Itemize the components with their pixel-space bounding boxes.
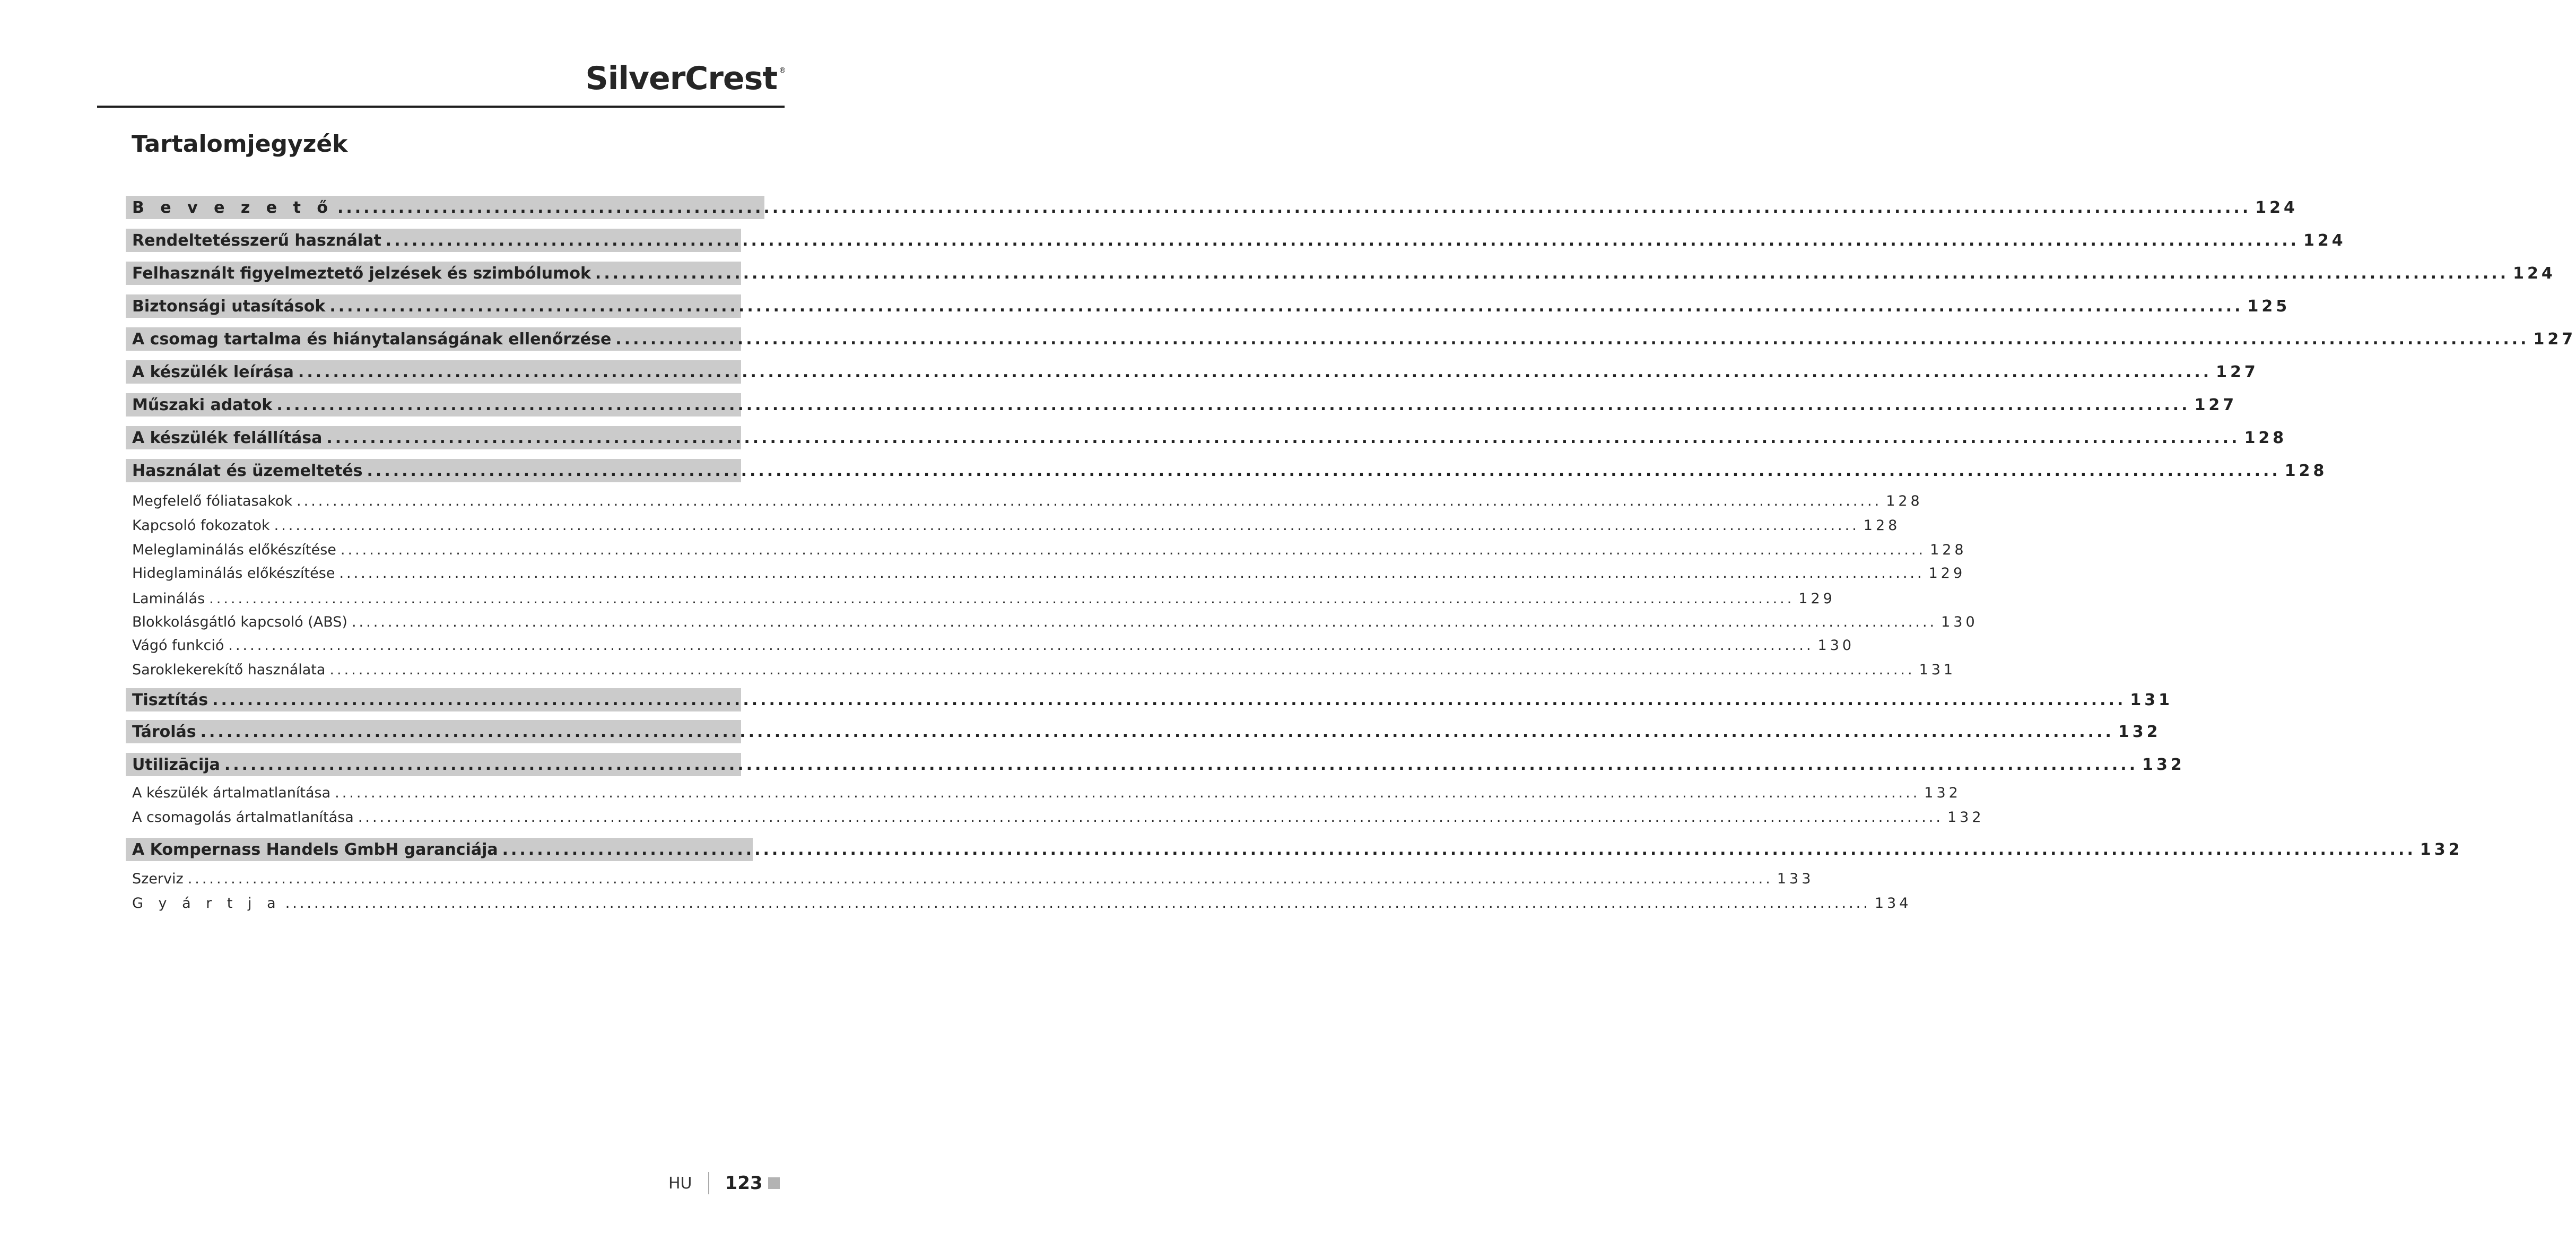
toc-page-number: 132 [2420,840,2463,859]
toc-dot-leader: ............................................................................................................................................................................................................................ [187,870,1773,887]
toc-subsection-entry[interactable] [126,563,1966,583]
toc-dot-leader: ............................................................................................................................................................................................................................ [358,809,1943,826]
toc-dot-leader: ............................................................................................................................................................................................................................ [340,541,1926,558]
toc-entry-label: Meleglaminálás előkészítése [132,541,336,558]
toc-section-entry[interactable] [126,196,2298,219]
toc-entry-label: A készülék felállítása [132,428,323,447]
registered-mark: ® [779,66,786,75]
toc-entry-label: Blokkolásgátló kapcsoló (ABS) [132,613,347,630]
toc-entry-label: Tisztítás [132,690,208,709]
toc-subsection-entry[interactable] [126,491,1923,511]
toc-dot-leader: ............................................................................................................................................................................................................................ [615,329,2529,349]
toc-entry-label: Utilizācija [132,755,220,774]
toc-entry-label: Szerviz [132,870,184,887]
language-code: HU [668,1174,692,1193]
toc-page-number: 129 [1798,590,1835,607]
toc-subsection-entry[interactable] [126,612,1978,632]
toc-page-number: 124 [2255,198,2298,217]
toc-section-entry[interactable] [126,753,2185,776]
toc-page-number: 125 [2247,297,2291,316]
toc-section-entry[interactable] [126,838,2463,861]
toc-dot-leader: ............................................................................................................................................................................................................................ [329,297,2243,316]
toc-page-number: 128 [1930,541,1967,558]
toc-entry-label: A csomag tartalma és hiánytalanságának ellenőrzése [132,329,612,349]
toc-entry-label: A Kompernass Handels GmbH garanciája [132,840,498,859]
toc-dot-leader: ............................................................................................................................................................................................................................ [228,637,1814,654]
toc-subsection-entry[interactable] [126,893,1912,913]
toc-dot-leader: ............................................................................................................................................................................................................................ [298,362,2212,381]
toc-page-number: 128 [2284,461,2328,480]
footer-separator [708,1172,709,1194]
toc-page-number: 132 [2142,755,2185,774]
toc-section-entry[interactable] [126,294,2291,318]
toc-page-number: 127 [2194,395,2238,414]
toc-subsection-entry[interactable] [126,869,1814,889]
toc-page-number: 128 [1886,492,1923,509]
toc-page-number: 130 [1817,637,1855,654]
toc-section-entry[interactable] [126,229,2346,252]
toc-entry-label: Használat és üzemeltetés [132,461,363,480]
toc-entry-label: Tárolás [132,722,196,741]
toc-page-number: 131 [2130,690,2173,709]
toc-page-number: 127 [2216,362,2259,381]
toc-subsection-entry[interactable] [126,783,1961,803]
toc-dot-leader: ............................................................................................................................................................................................................................ [326,428,2240,447]
toc-dot-leader: ............................................................................................................................................................................................................................ [367,461,2281,480]
page-footer [668,1173,785,1194]
toc-dot-leader: ............................................................................................................................................................................................................................ [595,264,2509,283]
toc-page-number: 124 [2513,264,2556,283]
toc-subsection-entry[interactable] [126,588,1835,609]
toc-entry-label: Hideglaminálás előkészítése [132,565,335,582]
toc-dot-leader: ............................................................................................................................................................................................................................ [274,517,1859,534]
toc-entry-label: Biztonsági utasítások [132,297,326,316]
toc-subsection-entry[interactable] [126,635,1855,655]
toc-entry-label: G y á r t j a [132,895,281,912]
toc-page-number: 131 [1919,661,1956,678]
toc-entry-label: B e v e z e t ő [132,198,333,217]
toc-entry-label: Vágó funkció [132,637,224,654]
toc-dot-leader: ............................................................................................................................................................................................................................ [209,590,1795,607]
toc-entry-label: A csomagolás ártalmatlanítása [132,809,354,826]
brand-name: SilverCrest [585,60,777,97]
toc-section-entry[interactable] [126,688,2173,711]
toc-page-number: 132 [1947,809,1985,826]
toc-entry-label: Felhasznált figyelmeztető jelzések és szimbólumok [132,264,591,283]
footer-square-mark [768,1177,780,1189]
toc-section-entry[interactable] [126,426,2287,449]
toc-dot-leader: ............................................................................................................................................................................................................................ [200,722,2114,741]
toc-dot-leader: ............................................................................................................................................................................................................................ [297,492,1882,509]
toc-page-number: 132 [1924,784,1961,801]
toc-dot-leader: ............................................................................................................................................................................................................................ [337,198,2251,217]
toc-section-entry[interactable] [126,393,2238,416]
toc-page-number: 129 [1928,565,1966,582]
toc-section-entry[interactable] [126,327,2576,351]
toc-dot-leader: ............................................................................................................................................................................................................................ [339,565,1925,582]
toc-entry-label: Kapcsoló fokozatok [132,517,270,534]
toc-page-number: 133 [1777,870,1814,887]
toc-dot-leader: ............................................................................................................................................................................................................................ [212,690,2126,709]
toc-section-entry[interactable] [126,262,2556,285]
toc-dot-leader: ............................................................................................................................................................................................................................ [335,784,1920,801]
toc-dot-leader: ............................................................................................................................................................................................................................ [285,895,1870,912]
toc-page-number: 124 [2303,231,2346,250]
toc-section-entry[interactable] [126,459,2328,482]
toc-subsection-entry[interactable] [126,540,1967,560]
toc-section-entry[interactable] [126,720,2161,743]
toc-subsection-entry[interactable] [126,515,1901,535]
toc-page-number: 132 [2118,722,2161,741]
header-rule [97,106,785,108]
toc-page-number: 127 [2533,329,2576,349]
toc-dot-leader: ............................................................................................................................................................................................................................ [329,661,1915,678]
toc-entry-label: Saroklekerekítő használata [132,661,326,678]
toc-entry-label: Műszaki adatok [132,395,273,414]
toc-page-number: 128 [1863,517,1901,534]
toc-dot-leader: ............................................................................................................................................................................................................................ [224,755,2138,774]
toc-entry-label: A készülék leírása [132,362,294,381]
toc-entry-label: Megfelelő fóliatasakok [132,492,293,509]
toc-dot-leader: ............................................................................................................................................................................................................................ [351,613,1937,630]
toc-page-number: 134 [1874,895,1912,912]
toc-dot-leader: ............................................................................................................................................................................................................................ [502,840,2416,859]
toc-section-entry[interactable] [126,360,2259,384]
page-title: Tartalomjegyzék [132,131,348,158]
toc-entry-label: Laminálás [132,590,205,607]
page-number: 123 [725,1173,763,1194]
toc-dot-leader: ............................................................................................................................................................................................................................ [276,395,2190,414]
brand-logo [585,60,786,97]
toc-subsection-entry[interactable] [126,659,1956,680]
toc-subsection-entry[interactable] [126,807,1985,827]
toc-entry-label: Rendeltetésszerű használat [132,231,381,250]
toc-entry-label: A készülék ártalmatlanítása [132,784,331,801]
toc-page-number: 128 [2244,428,2287,447]
toc-page-number: 130 [1941,613,1978,630]
toc-dot-leader: ............................................................................................................................................................................................................................ [385,231,2300,250]
